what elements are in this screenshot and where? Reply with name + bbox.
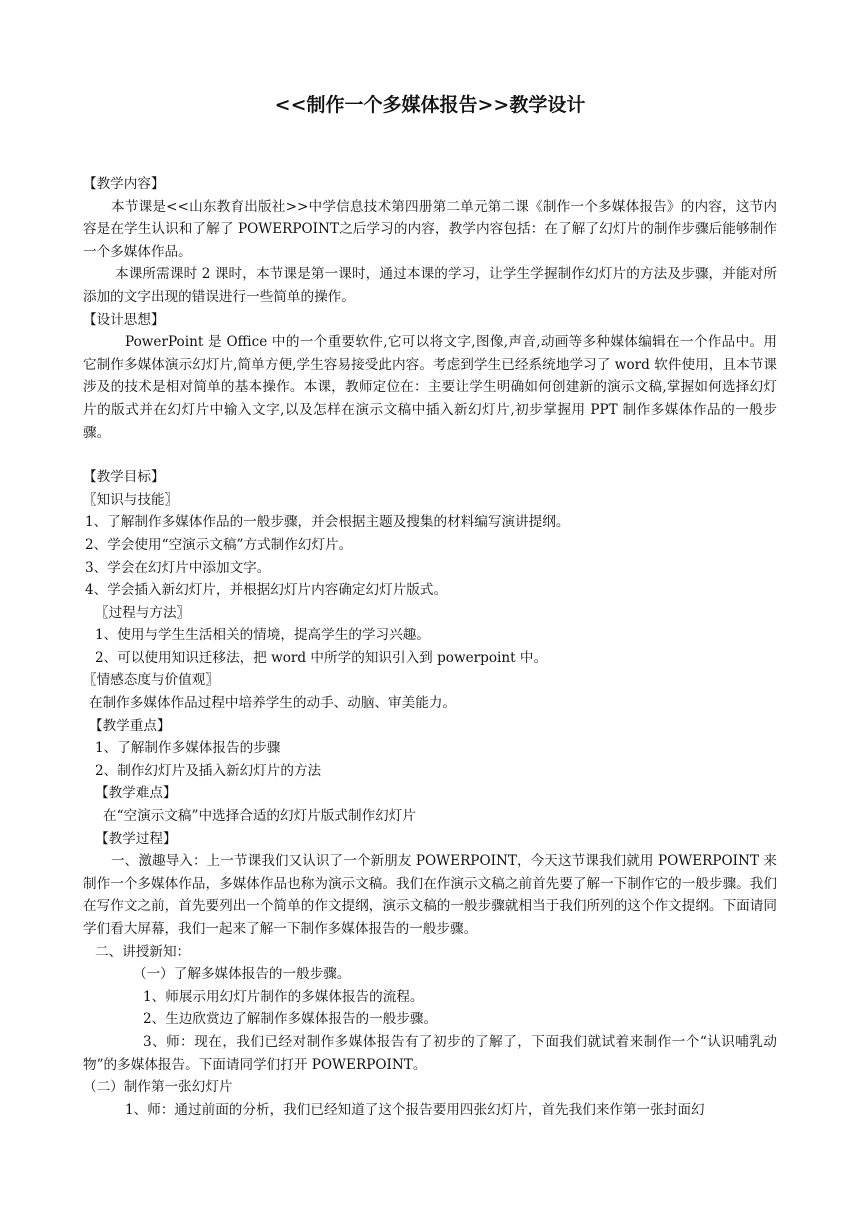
process-sub1-item: 1、师展示用幻灯片制作的多媒体报告的流程。 [143, 988, 424, 1005]
document-body [83, 173, 777, 1121]
knowledge-item: 3、学会在幻灯片中添加文字。 [85, 559, 271, 576]
process-intro-paragraph: 一、激趣导入：上一节课我们又认识了一个新朋友 POWERPOINT，今天这节课我们就用 POWERPOINT 来制作一个多媒体作品，多媒体作品也称为演示文稿。我们在作演示文稿之前首先要了解一下制作它的一般步骤。我们在写作文之前，首先要列出一个简单的作文提纲，演示文稿的一般步骤就相当于我们所列的这个作文提纲。下面请同学们看大屏幕，我们一起来了解一下制作多媒体报告的一般步骤。 [83, 853, 777, 937]
design-paragraph: PowerPoint 是 Office 中的一个重要软件,它可以将文字,图像,声音,动画等多种媒体编辑在一个作品中。用它制作多媒体演示幻灯片,简单方便,学生容易接受此内容。考虑到学生已经系统地学习了 word 软件使用，且本节课涉及的技术是相对简单的基本操作。本课，教师定位在：主要让学生明确如何创建新的演示文稿,掌握如何选择幻灯片的版式并在幻灯片中输入文字,以及怎样在演示文稿中插入新幻灯片,初步掌握用 PPT 制作多媒体作品的一般步骤。 [83, 334, 777, 441]
process-sub1-item: 3、师：现在，我们已经对制作多媒体报告有了初步的了解了，下面我们就试着来制作一个“认识哺乳动物”的多媒体报告。下面请同学们打开 POWERPOINT。 [83, 1033, 777, 1073]
section-heading-difficulty: 【教学难点】 [95, 785, 177, 802]
section-heading-key-points: 【教学重点】 [89, 717, 171, 734]
emotion-text: 在制作多媒体作品过程中培养学生的动手、动脑、审美能力。 [89, 695, 457, 712]
content-paragraph-2: 本课所需课时 2 课时，本节课是第一课时，通过本课的学习，让学生学握制作幻灯片的方法及步骤，并能对所添加的文字出现的错误进行一些简单的操作。 [83, 266, 777, 305]
process-new-knowledge-heading: 二、讲授新知： [95, 943, 191, 960]
process-sub1-item: 2、生边欣赏边了解制作多媒体报告的一般步骤。 [143, 1011, 438, 1028]
knowledge-item: 2、学会使用“空演示文稿”方式制作幻灯片。 [85, 536, 353, 553]
section-heading-design: 【设计思想】 [83, 311, 165, 328]
process-method-item: 2、可以使用知识迁移法，把 word 中所学的知识引入到 powerpoint 中。 [95, 649, 548, 666]
knowledge-item: 4、学会插入新幻灯片，并根据幻灯片内容确定幻灯片版式。 [85, 582, 448, 599]
key-point-item: 2、制作幻灯片及插入新幻灯片的方法 [95, 762, 322, 779]
knowledge-item: 1、了解制作多媒体作品的一般步骤，并会根据主题及搜集的材料编写演讲提纲。 [85, 514, 570, 531]
section-heading-goals: 【教学目标】 [83, 469, 165, 486]
subheading-knowledge: 〖知识与技能〗 [83, 491, 179, 508]
process-sub2-paragraph: 1、师：通过前面的分析，我们已经知道了这个报告要用四张幻灯片，首先我们来作第一张封面幻 [125, 1101, 705, 1118]
document-title: <<制作一个多媒体报告>>教学设计 [274, 94, 586, 116]
process-method-item: 1、使用与学生生活相关的情境，提高学生的学习兴趣。 [95, 627, 430, 644]
section-heading-content: 【教学内容】 [83, 176, 165, 192]
process-sub1-heading: （一）了解多媒体报告的一般步骤。 [133, 966, 351, 983]
key-point-item: 1、了解制作多媒体报告的步骤 [95, 740, 281, 757]
section-heading-process: 【教学过程】 [95, 830, 177, 847]
subheading-process-method: 〖过程与方法〗 [95, 604, 191, 621]
difficulty-text: 在“空演示文稿”中选择合适的幻灯片版式制作幻灯片 [103, 808, 416, 825]
subheading-emotion: 〖情感态度与价值观〗 [83, 672, 219, 689]
content-paragraph-1: 本节课是<<山东教育出版社>>中学信息技术第四册第二单元第二课《制作一个多媒体报告》的内容，这节内容是在学生认识和了解了 POWERPOINT之后学习的内容，教学内容包括：在了解了幻灯片的制作步骤后能够制作一个多媒体作品。 [83, 198, 777, 260]
process-sub2-heading: （二）制作第一张幻灯片 [83, 1079, 233, 1096]
blank-line [83, 444, 777, 466]
